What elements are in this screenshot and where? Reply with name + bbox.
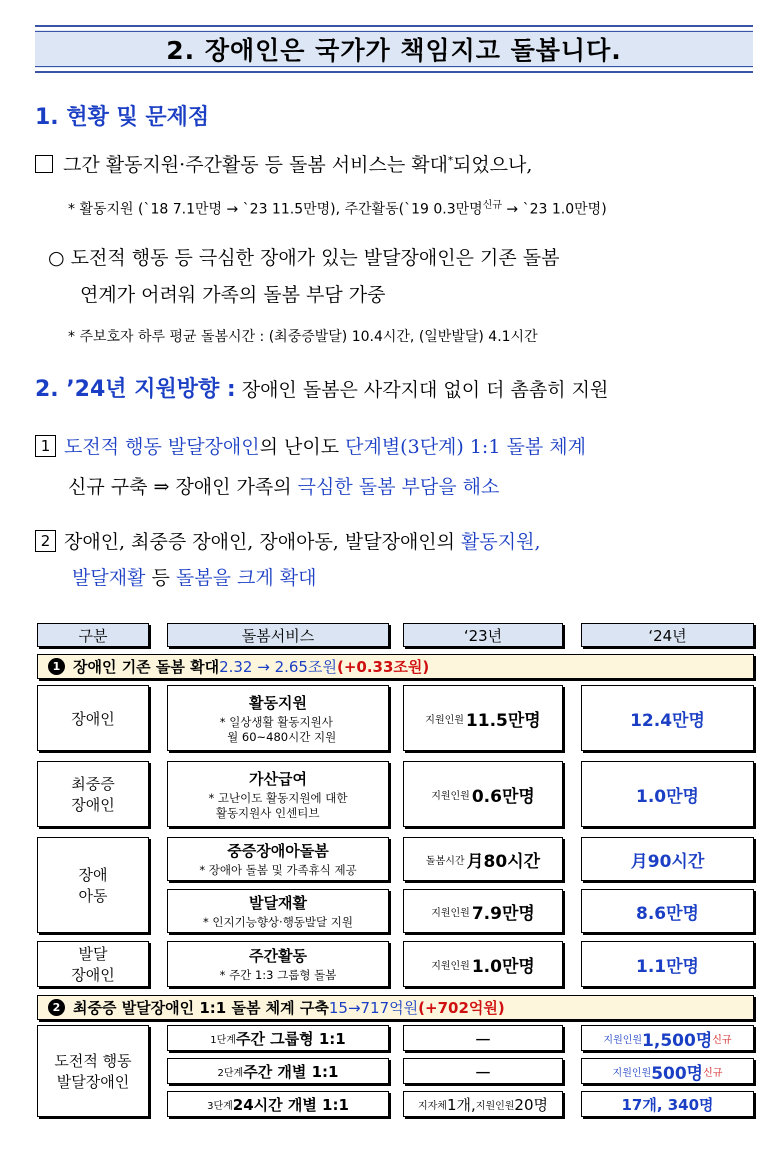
value-text: 1,500명 xyxy=(642,1030,713,1051)
value-prefix: 지원인원 xyxy=(612,1067,652,1079)
service-title: 주간활동 xyxy=(249,947,307,965)
value-text: 7.9만명 xyxy=(471,903,535,924)
row-group-severe: 최중증 장애인 xyxy=(37,761,149,827)
table-row xyxy=(167,941,389,987)
item2-l2-black: 등 xyxy=(145,567,176,589)
table-band2 xyxy=(37,995,754,1020)
new-badge: 신규 xyxy=(712,1034,732,1046)
bullet1-text-a: 그간 활동지원·주간활동 등 돌봄 서비스는 확대 xyxy=(63,154,448,176)
service-title: 중증장애아돌봄 xyxy=(227,842,329,860)
note1-b: → `23 1.0만명) xyxy=(501,201,607,218)
table-row xyxy=(167,837,389,881)
number-box-icon: 2 xyxy=(35,530,56,552)
note1-sup: 신규 xyxy=(482,200,502,211)
service-title: 활동지원 xyxy=(249,693,307,712)
item1-l2-blue: 극심한 돌봄 부담을 해소 xyxy=(297,476,500,498)
service-desc xyxy=(209,791,348,821)
value-prefix: 지원인원 xyxy=(431,907,470,919)
service-desc xyxy=(220,715,336,745)
desc-line: 활동지원사 인센티브 xyxy=(208,805,320,820)
value-2023: － xyxy=(403,1025,563,1051)
table-header-service: 돌봄서비스 xyxy=(167,623,389,647)
value-text: 0.6만명 xyxy=(471,786,535,807)
number-box-icon: 1 xyxy=(35,435,56,457)
section2-heading-line xyxy=(35,372,608,403)
table-header-2024: ‘24년 xyxy=(581,623,754,647)
service-title: 가산급여 xyxy=(249,769,307,788)
value-2024: 1.1만명 xyxy=(581,941,754,987)
note1-a: * 활동지원 (`18 7.1만명 → `23 11.5만명), 주간활동(`19 0.3만명 xyxy=(68,201,483,218)
row-group-child: 장애 아동 xyxy=(37,837,149,933)
section2-heading: 2. ’24년 지원방향 : xyxy=(35,377,236,402)
table-header-2023: ‘23년 xyxy=(403,623,563,647)
table-row xyxy=(167,685,389,751)
section1-note1 xyxy=(68,196,607,219)
service-desc: * 장애아 돌봄 및 가족휴식 제공 xyxy=(199,863,357,877)
band1-blue: 2.32 → 2.65조원 xyxy=(219,658,337,676)
value-2024 xyxy=(581,1058,754,1084)
item2-blue: 활동지원, xyxy=(461,531,541,553)
item2-l2-blue-b: 돌봄을 크게 확대 xyxy=(175,567,317,589)
table-row xyxy=(167,761,389,827)
bullet1-sup: * xyxy=(447,155,453,167)
stage-step: 3단계 xyxy=(207,1100,233,1112)
stage-step: 1단계 xyxy=(210,1034,236,1046)
stage-label: 24시간 개별 1:1 xyxy=(232,1095,349,1114)
new-badge: 신규 xyxy=(703,1067,723,1079)
section1-note2: * 주보호자 하루 평균 돌봄시간 : (최중증발달) 10.4시간, (일반발달) 4.1시간 xyxy=(68,329,538,345)
number-circle-icon: 2 xyxy=(48,999,65,1016)
table-header-category: 구분 xyxy=(37,623,149,647)
item1-blue-b: 단계별(3단계) 1:1 돌봄 체계 xyxy=(345,436,586,458)
section2-item2-line1 xyxy=(35,527,541,554)
section2-heading-rest: 장애인 돌봄은 사각지대 없이 더 촘촘히 지원 xyxy=(235,379,609,401)
value-text: 1.0만명 xyxy=(471,956,535,977)
section2-item1-line2 xyxy=(68,472,499,499)
value-prefix: 지자체 xyxy=(417,1100,447,1112)
value-text: 20명 xyxy=(514,1095,548,1114)
item2-l2-blue-a: 발달재활 xyxy=(72,567,146,589)
stage-3 xyxy=(167,1091,389,1117)
value-prefix: 지원인원 xyxy=(603,1034,643,1046)
section1-bullet1 xyxy=(35,150,532,177)
item1-l2-black: 신규 구축 ⇒ 장애인 가족의 xyxy=(68,476,298,498)
band2-label: 최중증 발달장애인 1:1 돌봄 체계 구축 xyxy=(73,999,329,1017)
section2-item2-line2 xyxy=(72,563,316,590)
stage-step: 2단계 xyxy=(217,1067,244,1079)
value-prefix: 지원인원 xyxy=(431,960,470,972)
value-2023: － xyxy=(403,1058,563,1084)
value-2023 xyxy=(403,837,563,881)
stage-1 xyxy=(167,1025,389,1051)
row-group-challenging: 도전적 행동 발달장애인 xyxy=(37,1025,149,1117)
row-group-developmental: 발달 장애인 xyxy=(37,941,149,987)
band1-label: 장애인 기존 돌봄 확대 xyxy=(73,658,220,676)
value-2024: 月90시간 xyxy=(581,837,754,881)
stage-label: 주간 개별 1:1 xyxy=(243,1062,339,1081)
section2-item1-line1 xyxy=(35,432,586,459)
stage-2 xyxy=(167,1058,389,1084)
service-desc: * 인지기능향상·행동발달 지원 xyxy=(202,915,354,929)
table-row xyxy=(167,889,389,933)
item1-black: 의 난이도 xyxy=(259,436,346,458)
desc-line: 월 60~480시간 지원 xyxy=(219,729,337,744)
value-text: 11.5만명 xyxy=(465,710,541,731)
band1-red: (+0.33조원) xyxy=(336,658,430,676)
table-band1 xyxy=(37,654,754,679)
desc-line: * 일상생활 활동지원사 xyxy=(219,714,333,729)
service-title: 발달재활 xyxy=(249,894,307,912)
value-2023 xyxy=(403,941,563,987)
stage-label: 주간 그룹형 1:1 xyxy=(235,1029,346,1048)
desc-line: * 고난이도 활동지원에 대한 xyxy=(208,790,348,805)
value-2024: 12.4만명 xyxy=(581,685,754,751)
value-2023 xyxy=(403,761,563,827)
value-prefix: 지원인원 xyxy=(431,790,470,802)
page-title: 2. 장애인은 국가가 책임지고 돌봅니다. xyxy=(35,31,753,67)
square-bullet-icon xyxy=(35,155,53,173)
value-2024: 1.0만명 xyxy=(581,761,754,827)
value-2024 xyxy=(581,1025,754,1051)
value-2023 xyxy=(403,889,563,933)
section1-circle-line2: 연계가 어려워 가족의 돌봄 부담 가중 xyxy=(80,284,386,306)
section1-heading: 1. 현황 및 문제점 xyxy=(35,105,210,130)
value-2024: 17개, 340명 xyxy=(581,1091,754,1117)
value-prefix: 지원인원 xyxy=(425,714,464,726)
value-text: 1개, xyxy=(446,1095,476,1114)
item2-black: 장애인, 최중증 장애인, 장애아동, 발달장애인의 xyxy=(64,531,462,553)
title-banner xyxy=(35,25,753,73)
value-text: 月80시간 xyxy=(466,851,541,872)
number-circle-icon: 1 xyxy=(48,658,65,675)
band2-red: (+702억원) xyxy=(418,999,505,1017)
value-2024: 8.6만명 xyxy=(581,889,754,933)
item1-blue-a: 도전적 행동 발달장애인 xyxy=(64,436,260,458)
value-prefix: 지원인원 xyxy=(475,1100,515,1112)
row-group-disabled: 장애인 xyxy=(37,685,149,751)
value-2023 xyxy=(403,1091,563,1117)
value-2023 xyxy=(403,685,563,751)
value-prefix: 돌봄시간 xyxy=(425,855,465,867)
bullet1-text-b: 되었으나, xyxy=(452,154,533,176)
value-text: 500명 xyxy=(651,1063,704,1084)
band2-blue: 15→717억원 xyxy=(328,999,419,1017)
section1-circle-line1: ○ 도전적 행동 등 극심한 장애가 있는 발달장애인은 기존 돌봄 xyxy=(48,247,560,269)
service-desc: * 주간 1:3 그룹형 돌봄 xyxy=(219,968,337,982)
